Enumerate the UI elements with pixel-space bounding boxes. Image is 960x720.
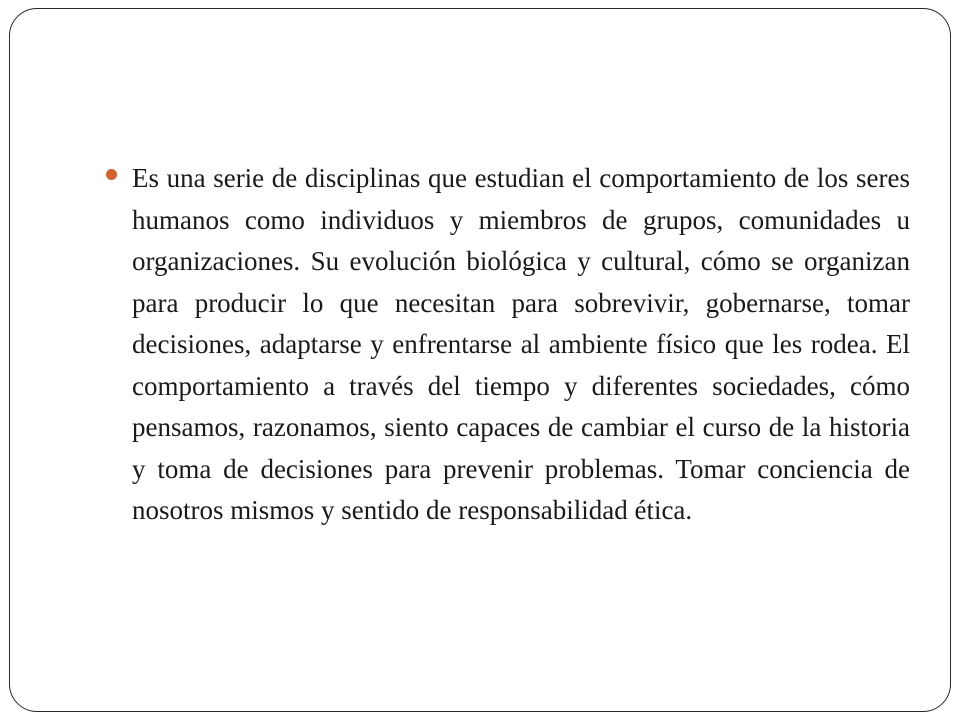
bullet-text: Es una serie de disciplinas que estudian el comportamiento de los seres humanos como individuos y miembros de grupos, comunidades u organizaciones. Su evolución biológica y cultural, cómo se organizan para producir lo que necesitan para sobrevivir, gobernarse, tomar decisiones, adaptarse y enfrentarse al ambiente físico que les rodea. El comportamiento a través del tiempo y diferentes sociedades, cómo pensamos, razonamos, siento capaces de cambiar el curso de la historia y toma de decisiones para prevenir problemas. Tomar conciencia de nosotros mismos y sentido de responsabilidad ética. bbox=[132, 163, 910, 525]
bullet-item bbox=[100, 158, 910, 532]
bullet-dot-icon bbox=[106, 169, 117, 180]
slide-content bbox=[100, 158, 910, 532]
